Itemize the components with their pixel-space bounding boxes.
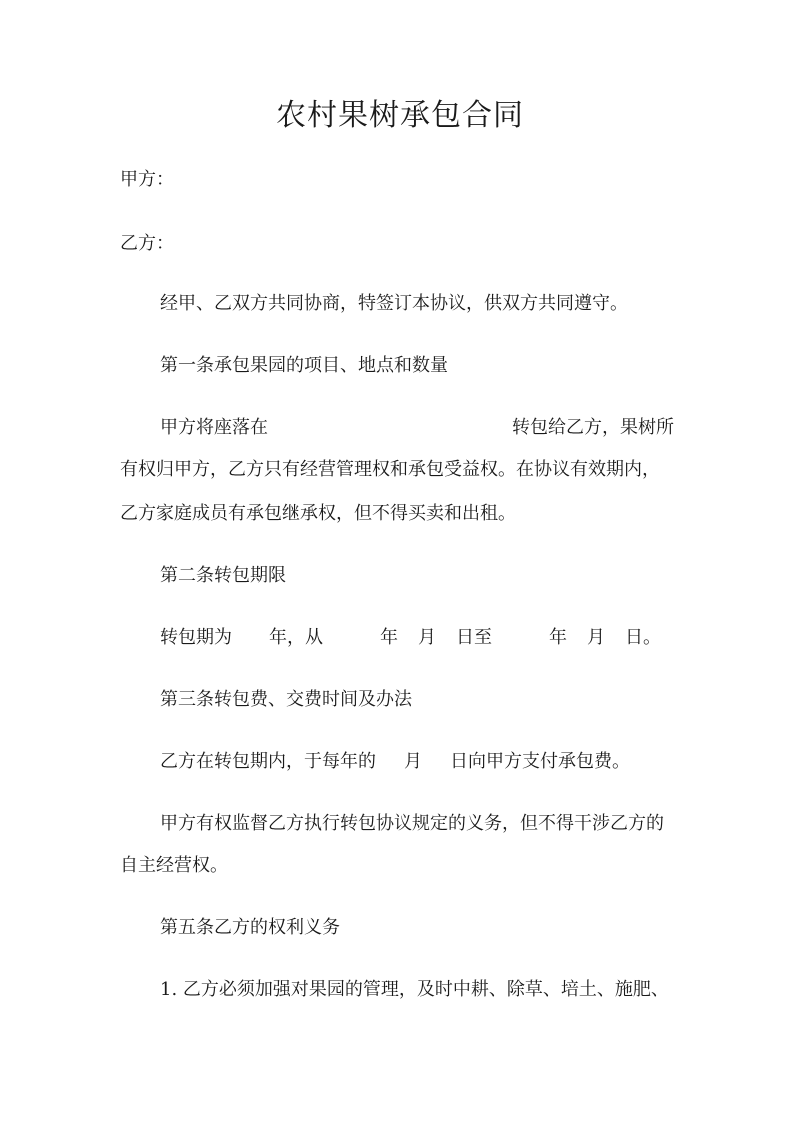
payment-text-3: 日向甲方支付承包费。 xyxy=(450,751,630,772)
payment-text-1: 乙方在转包期内，于每年的 xyxy=(160,751,376,772)
article-2-heading: 第二条转包期限 xyxy=(160,565,286,586)
term-text-2: 年，从 xyxy=(269,627,323,648)
article-1-line-1 xyxy=(160,414,685,442)
document-title: 农村果树承包合同 xyxy=(276,98,524,133)
article-1-text-start: 甲方将座落在 xyxy=(160,417,268,438)
intro-paragraph: 经甲、乙双方共同协商，特签订本协议，供双方共同遵守。 xyxy=(160,293,628,314)
article-5-heading: 第五条乙方的权利义务 xyxy=(160,917,340,938)
term-text-6: 年 xyxy=(549,627,567,648)
term-text-1: 转包期为 xyxy=(160,627,232,648)
article-5-item-1: 1. 乙方必须加强对果园的管理，及时中耕、除草、培土、施肥、 xyxy=(160,979,669,1000)
article-2-term-line xyxy=(160,624,661,652)
article-3-payment-line xyxy=(160,748,630,776)
article-1-line-2: 有权归甲方，乙方只有经营管理权和承包受益权。在协议有效期内， xyxy=(120,459,660,480)
party-b-label: 乙方： xyxy=(120,233,174,254)
article-1-line-3: 乙方家庭成员有承包继承权，但不得买卖和出租。 xyxy=(120,503,516,524)
payment-text-2: 月 xyxy=(404,751,422,772)
term-text-5: 日至 xyxy=(456,627,492,648)
article-3-heading: 第三条转包费、交费时间及办法 xyxy=(160,689,412,710)
article-1-heading: 第一条承包果园的项目、地点和数量 xyxy=(160,355,448,376)
term-text-7: 月 xyxy=(587,627,605,648)
term-text-3: 年 xyxy=(380,627,398,648)
article-1-text-end: 转包给乙方，果树所 xyxy=(512,417,674,438)
party-a-label: 甲方： xyxy=(120,169,174,190)
term-text-4: 月 xyxy=(418,627,436,648)
term-text-8: 日。 xyxy=(625,627,661,648)
rights-line-2: 自主经营权。 xyxy=(120,855,228,876)
rights-line-1: 甲方有权监督乙方执行转包协议规定的义务，但不得干涉乙方的 xyxy=(160,813,664,834)
